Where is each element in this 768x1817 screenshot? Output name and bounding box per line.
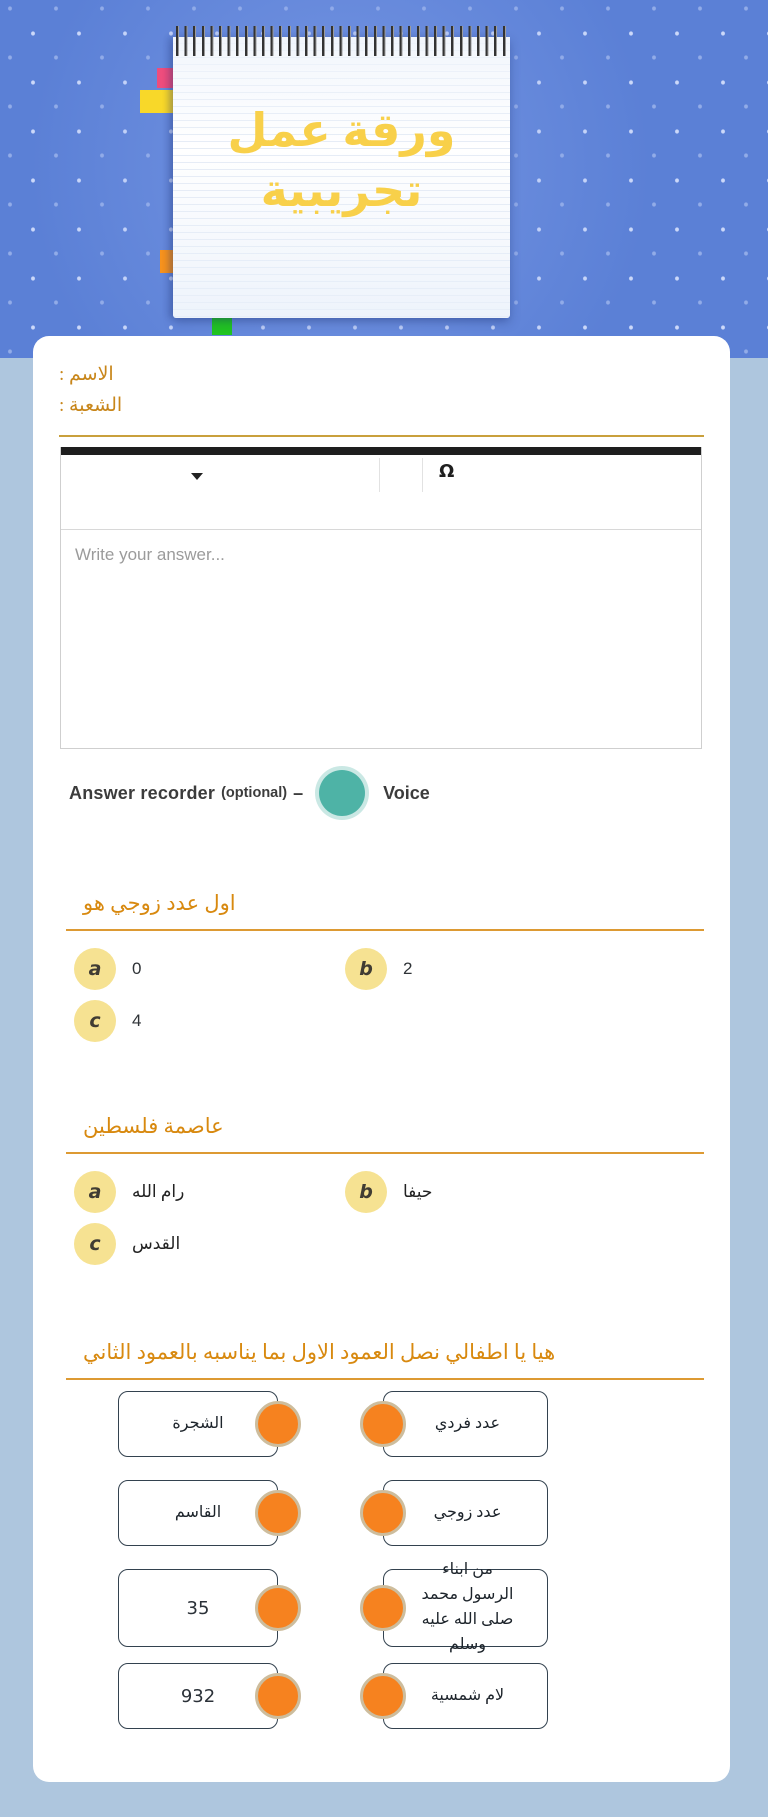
match-left-box — [118, 1391, 278, 1457]
chevron-down-icon — [191, 473, 203, 480]
match-connector-right[interactable] — [360, 1401, 406, 1447]
option-text: 2 — [403, 959, 413, 978]
match-right-text: من ابناء الرسول محمد صلى الله عليه وسلم — [421, 1561, 514, 1653]
match-right-box — [383, 1391, 548, 1457]
match-right-text: لام شمسية — [430, 1686, 505, 1704]
sticky-tab-green — [212, 318, 232, 335]
option-text: 4 — [132, 1011, 142, 1030]
match-left-box — [118, 1569, 278, 1647]
header-banner — [0, 0, 768, 358]
option-letter-badge: a — [74, 1171, 116, 1213]
question-2-title: عاصمة فلسطين — [83, 1114, 224, 1138]
match-connector-right[interactable] — [360, 1673, 406, 1719]
notebook-paper — [173, 37, 510, 318]
section-label: الشعبة : — [59, 395, 123, 416]
worksheet-card — [33, 336, 730, 1782]
answer-placeholder: Write your answer... — [75, 545, 225, 564]
worksheet-title: ورقة عمل تجريبية — [227, 105, 456, 216]
option-text: رام الله — [132, 1182, 185, 1201]
toolbar-separator — [422, 458, 423, 492]
match-right-box — [383, 1663, 548, 1729]
match-right-box — [383, 1561, 548, 1653]
editor-toolbar — [61, 455, 701, 530]
question-divider — [66, 1378, 704, 1380]
match-right-text: عدد زوجي — [433, 1503, 502, 1521]
question-1-option-c[interactable] — [74, 1000, 141, 1042]
match-row — [33, 1561, 730, 1653]
match-connector-left[interactable] — [255, 1490, 301, 1536]
match-row — [33, 1663, 730, 1729]
special-characters-button[interactable]: Ω — [433, 460, 460, 483]
match-row — [33, 1480, 730, 1546]
question-2-option-c[interactable] — [74, 1223, 180, 1265]
option-letter-badge: b — [345, 948, 387, 990]
toolbar-separator — [379, 458, 380, 492]
question-1-option-b[interactable] — [345, 948, 412, 990]
option-letter-badge: c — [74, 1223, 116, 1265]
question-divider — [66, 929, 704, 931]
option-text: حيفا — [403, 1182, 433, 1201]
question-1-title: اول عدد زوجي هو — [83, 891, 236, 915]
match-right-box — [383, 1480, 548, 1546]
option-letter-badge: c — [74, 1000, 116, 1042]
voice-record-button[interactable] — [319, 770, 365, 816]
match-left-text: الشجرة — [172, 1414, 224, 1432]
match-connector-left[interactable] — [255, 1585, 301, 1631]
recorder-label: Answer recorder — [69, 782, 216, 803]
question-3-title: هيا يا اطفالي نصل العمود الاول بما يناسبه بالعمود الثاني — [83, 1340, 556, 1364]
question-2-option-b[interactable] — [345, 1171, 432, 1213]
answer-input[interactable] — [61, 530, 701, 748]
name-label: الاسم : — [59, 364, 114, 385]
match-connector-left[interactable] — [255, 1401, 301, 1447]
heading-dropdown[interactable] — [121, 459, 271, 493]
question-divider — [66, 1152, 704, 1154]
option-text: 0 — [132, 959, 142, 978]
match-connector-right[interactable] — [360, 1490, 406, 1536]
answer-editor — [60, 447, 702, 749]
match-row — [33, 1391, 730, 1457]
match-left-text: 35 — [186, 1597, 210, 1619]
option-letter-badge: b — [345, 1171, 387, 1213]
recorder-optional-label: (optional) — [221, 785, 288, 801]
question-2-option-a[interactable] — [74, 1171, 184, 1213]
match-left-box — [118, 1480, 278, 1546]
voice-label: Voice — [383, 782, 430, 803]
match-connector-left[interactable] — [255, 1673, 301, 1719]
answer-recorder-row — [69, 770, 430, 816]
option-text: القدس — [132, 1234, 181, 1253]
option-letter-badge: a — [74, 948, 116, 990]
header-divider — [59, 435, 704, 437]
recorder-dash: – — [293, 782, 304, 803]
match-connector-right[interactable] — [360, 1585, 406, 1631]
match-right-text: عدد فردي — [434, 1414, 501, 1432]
match-left-box — [118, 1663, 278, 1729]
question-1-option-a[interactable] — [74, 948, 141, 990]
editor-top-border — [61, 447, 701, 455]
sticky-tab-yellow — [140, 90, 175, 113]
match-left-text: 932 — [180, 1685, 216, 1707]
match-left-text: القاسم — [174, 1503, 222, 1521]
spiral-binding-icon — [176, 26, 507, 56]
